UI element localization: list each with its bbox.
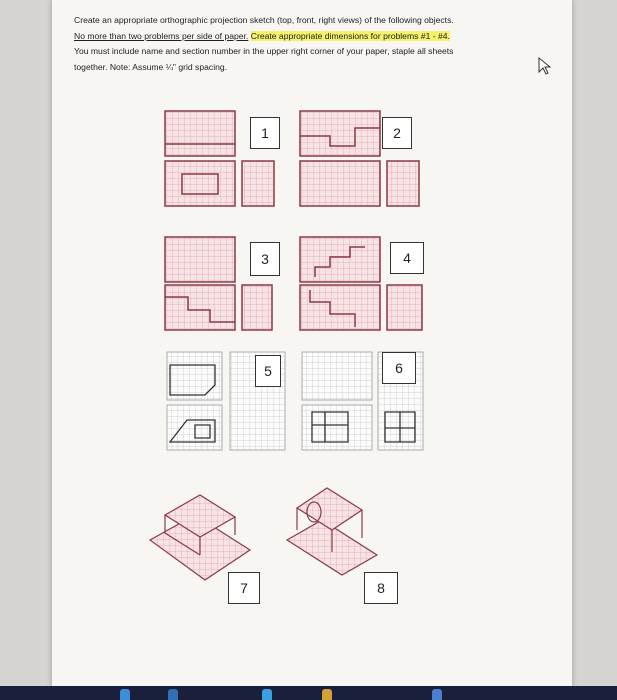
p4-right-view — [387, 285, 422, 330]
p2-right-view — [387, 161, 419, 206]
taskbar-app-icon[interactable] — [120, 689, 130, 700]
problem-6-label: 6 — [382, 352, 416, 384]
instruction-line-3: You must include name and section number in the upper right corner of your paper, staple all sheets — [74, 46, 454, 56]
instruction-highlighted: Create appropriate dimensions for problems #1 - #4. — [250, 30, 450, 41]
problem-1-label: 1 — [250, 117, 280, 149]
taskbar-app-icon[interactable] — [432, 689, 442, 700]
p1-right-view — [242, 161, 274, 206]
p3-top-view — [165, 237, 235, 282]
p4-top-view — [300, 237, 380, 282]
taskbar — [0, 686, 617, 700]
problem-5-label: 5 — [255, 355, 281, 387]
problem-8-label: 8 — [364, 572, 398, 604]
p1-top-view — [165, 111, 235, 156]
p2-top-view — [300, 111, 380, 156]
taskbar-app-icon[interactable] — [168, 689, 178, 700]
p2-front-view — [300, 161, 380, 206]
problem-3-label: 3 — [250, 242, 280, 276]
problem-7-label: 7 — [228, 572, 260, 604]
instructions — [74, 13, 544, 75]
p1-front-view — [165, 161, 235, 206]
instruction-line-1: Create an appropriate orthographic projection sketch (top, front, right views) of the following objects. — [74, 15, 454, 25]
taskbar-app-icon[interactable] — [322, 689, 332, 700]
taskbar-app-icon[interactable] — [262, 689, 272, 700]
problem-4-label: 4 — [390, 242, 424, 274]
instruction-underlined: No more than two problems per side of paper. — [74, 30, 249, 41]
cursor-arrow-icon — [537, 56, 553, 76]
instruction-line-4: together. Note: Assume ¼" grid spacing. — [74, 61, 228, 72]
instruction-line-2 — [74, 29, 544, 45]
problem-2-label: 2 — [382, 117, 412, 149]
p5-top-grid — [167, 352, 222, 400]
p3-front-view — [165, 285, 235, 330]
p3-right-view — [242, 285, 272, 330]
p4-front-view — [300, 285, 380, 330]
p6-top-grid — [302, 352, 372, 400]
